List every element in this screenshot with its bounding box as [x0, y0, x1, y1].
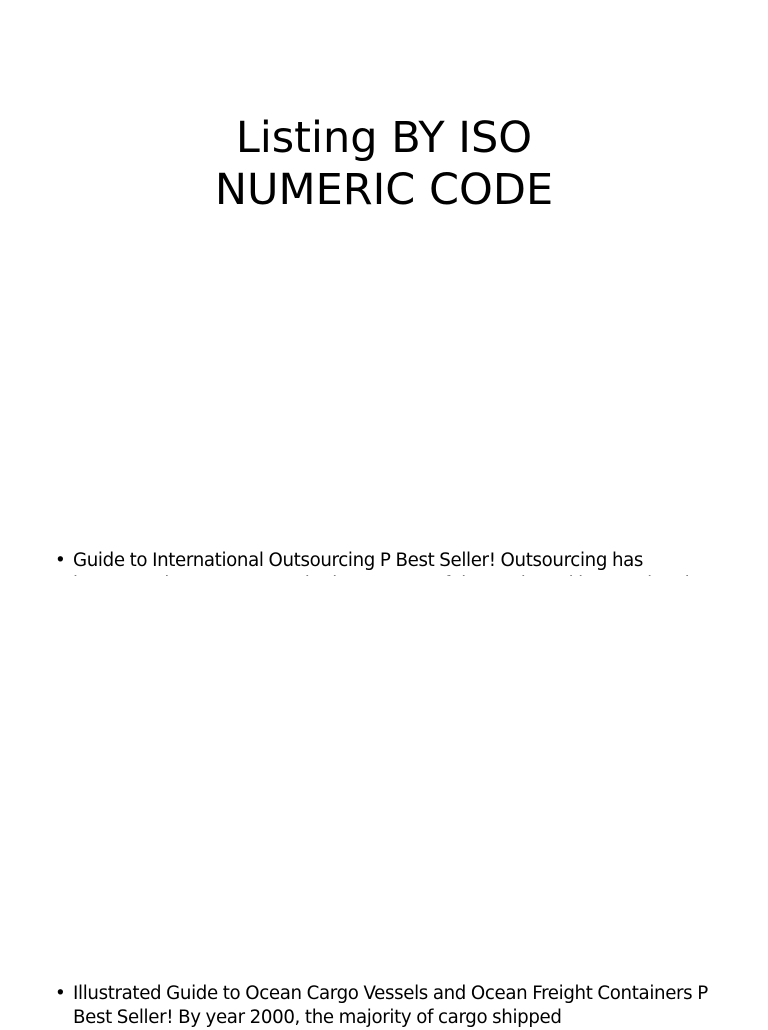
- slide-title: [0, 112, 768, 216]
- bullet-item: [55, 982, 715, 1030]
- bullet-text: Illustrated Guide to Ocean Cargo Vessels and Ocean Freight Containers P Best Seller! By year 2000, the majority of cargo shipped: [73, 983, 708, 1029]
- bullet-list: [55, 982, 715, 1030]
- slide-title-line-1: Listing BY ISO: [235, 113, 533, 163]
- slide-title-line-2: NUMERIC CODE: [214, 165, 554, 215]
- bullet-marker: •: [55, 550, 66, 571]
- bullet-marker: •: [55, 983, 66, 1004]
- bullet-text: Guide to International Outsourcing P Best Seller! Outsourcing has: [73, 550, 644, 571]
- slide-2: [0, 576, 768, 1029]
